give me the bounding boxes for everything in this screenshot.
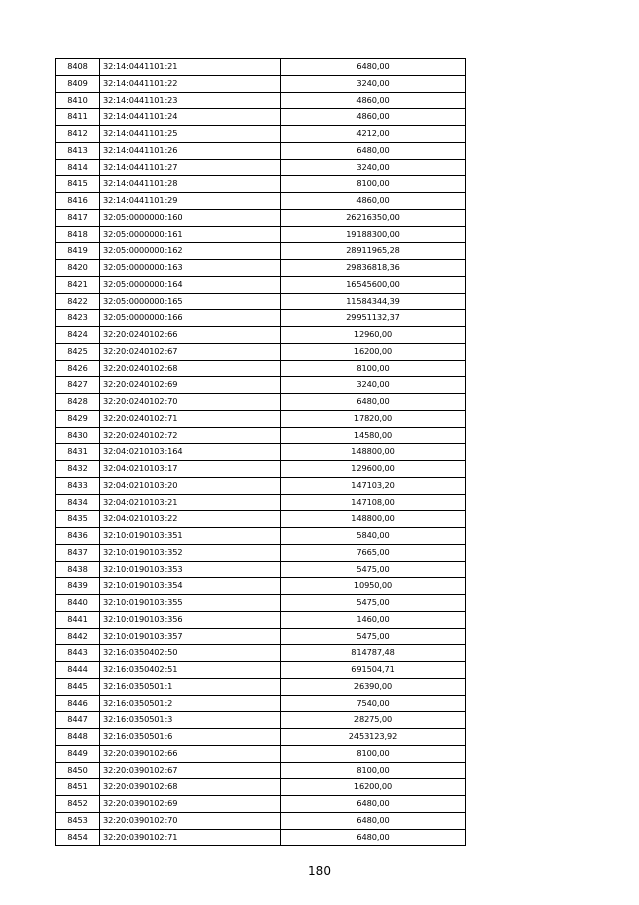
table-row — [56, 260, 466, 277]
cadastral-number-cell: 32:10:0190103:355 — [100, 595, 281, 612]
row-number-cell: 8429 — [56, 410, 100, 427]
value-cell: 4860,00 — [281, 193, 466, 210]
cadastral-number-cell: 32:05:0000000:163 — [100, 260, 281, 277]
row-number-cell: 8421 — [56, 276, 100, 293]
value-cell: 147103,20 — [281, 477, 466, 494]
row-number-cell: 8443 — [56, 645, 100, 662]
table-row — [56, 427, 466, 444]
row-number-cell: 8418 — [56, 226, 100, 243]
value-cell: 4860,00 — [281, 92, 466, 109]
value-cell: 147108,00 — [281, 494, 466, 511]
cadastral-value-table — [55, 58, 466, 846]
cadastral-number-cell: 32:20:0390102:67 — [100, 762, 281, 779]
value-cell: 29951132,37 — [281, 310, 466, 327]
row-number-cell: 8434 — [56, 494, 100, 511]
value-cell: 6480,00 — [281, 394, 466, 411]
value-cell: 3240,00 — [281, 377, 466, 394]
table-row — [56, 444, 466, 461]
row-number-cell: 8428 — [56, 394, 100, 411]
cadastral-number-cell: 32:20:0240102:71 — [100, 410, 281, 427]
table-row — [56, 611, 466, 628]
value-cell: 19188300,00 — [281, 226, 466, 243]
row-number-cell: 8413 — [56, 142, 100, 159]
cadastral-number-cell: 32:20:0240102:66 — [100, 327, 281, 344]
value-cell: 6480,00 — [281, 59, 466, 76]
table-row — [56, 528, 466, 545]
row-number-cell: 8437 — [56, 544, 100, 561]
row-number-cell: 8410 — [56, 92, 100, 109]
row-number-cell: 8446 — [56, 695, 100, 712]
table-row — [56, 662, 466, 679]
value-cell: 17820,00 — [281, 410, 466, 427]
cadastral-number-cell: 32:14:0441101:23 — [100, 92, 281, 109]
row-number-cell: 8409 — [56, 75, 100, 92]
row-number-cell: 8417 — [56, 209, 100, 226]
table-row — [56, 59, 466, 76]
table-row — [56, 75, 466, 92]
table-row — [56, 561, 466, 578]
table-row — [56, 461, 466, 478]
cadastral-number-cell: 32:20:0390102:70 — [100, 812, 281, 829]
table-row — [56, 243, 466, 260]
value-cell: 814787,48 — [281, 645, 466, 662]
table-row — [56, 712, 466, 729]
row-number-cell: 8436 — [56, 528, 100, 545]
table-row — [56, 109, 466, 126]
row-number-cell: 8454 — [56, 829, 100, 846]
table-row — [56, 477, 466, 494]
row-number-cell: 8439 — [56, 578, 100, 595]
row-number-cell: 8450 — [56, 762, 100, 779]
table-row — [56, 226, 466, 243]
value-cell: 12960,00 — [281, 327, 466, 344]
table-row — [56, 142, 466, 159]
row-number-cell: 8438 — [56, 561, 100, 578]
cadastral-number-cell: 32:20:0240102:68 — [100, 360, 281, 377]
row-number-cell: 8433 — [56, 477, 100, 494]
cadastral-number-cell: 32:14:0441101:25 — [100, 126, 281, 143]
value-cell: 5475,00 — [281, 561, 466, 578]
row-number-cell: 8422 — [56, 293, 100, 310]
value-cell: 5840,00 — [281, 528, 466, 545]
cadastral-number-cell: 32:14:0441101:21 — [100, 59, 281, 76]
page-number: 180 — [308, 864, 331, 878]
value-cell: 3240,00 — [281, 159, 466, 176]
value-cell: 2453123,92 — [281, 729, 466, 746]
value-cell: 691504,71 — [281, 662, 466, 679]
row-number-cell: 8416 — [56, 193, 100, 210]
cadastral-number-cell: 32:14:0441101:27 — [100, 159, 281, 176]
table-row — [56, 377, 466, 394]
row-number-cell: 8441 — [56, 611, 100, 628]
cadastral-number-cell: 32:05:0000000:161 — [100, 226, 281, 243]
value-cell: 4212,00 — [281, 126, 466, 143]
table-row — [56, 327, 466, 344]
table-row — [56, 595, 466, 612]
value-cell: 14580,00 — [281, 427, 466, 444]
value-cell: 8100,00 — [281, 360, 466, 377]
value-cell: 28911965,28 — [281, 243, 466, 260]
value-cell: 7665,00 — [281, 544, 466, 561]
cadastral-number-cell: 32:14:0441101:22 — [100, 75, 281, 92]
value-cell: 3240,00 — [281, 75, 466, 92]
table-row — [56, 176, 466, 193]
table-body — [56, 59, 466, 846]
value-cell: 6480,00 — [281, 829, 466, 846]
row-number-cell: 8412 — [56, 126, 100, 143]
table-row — [56, 310, 466, 327]
value-cell: 16200,00 — [281, 779, 466, 796]
table-row — [56, 394, 466, 411]
cadastral-number-cell: 32:20:0390102:66 — [100, 745, 281, 762]
value-cell: 8100,00 — [281, 176, 466, 193]
row-number-cell: 8426 — [56, 360, 100, 377]
cadastral-number-cell: 32:05:0000000:160 — [100, 209, 281, 226]
cadastral-number-cell: 32:16:0350501:3 — [100, 712, 281, 729]
row-number-cell: 8445 — [56, 678, 100, 695]
table-row — [56, 209, 466, 226]
value-cell: 16545600,00 — [281, 276, 466, 293]
table-row — [56, 812, 466, 829]
table-row — [56, 796, 466, 813]
table-row — [56, 628, 466, 645]
row-number-cell: 8419 — [56, 243, 100, 260]
row-number-cell: 8427 — [56, 377, 100, 394]
cadastral-number-cell: 32:05:0000000:164 — [100, 276, 281, 293]
cadastral-number-cell: 32:04:0210103:17 — [100, 461, 281, 478]
cadastral-number-cell: 32:10:0190103:352 — [100, 544, 281, 561]
table-row — [56, 511, 466, 528]
table-row — [56, 762, 466, 779]
value-cell: 5475,00 — [281, 628, 466, 645]
row-number-cell: 8415 — [56, 176, 100, 193]
cadastral-number-cell: 32:20:0240102:69 — [100, 377, 281, 394]
cadastral-number-cell: 32:04:0210103:21 — [100, 494, 281, 511]
value-cell: 16200,00 — [281, 343, 466, 360]
cadastral-number-cell: 32:04:0210103:164 — [100, 444, 281, 461]
value-cell: 148800,00 — [281, 511, 466, 528]
value-cell: 129600,00 — [281, 461, 466, 478]
cadastral-number-cell: 32:20:0240102:70 — [100, 394, 281, 411]
row-number-cell: 8447 — [56, 712, 100, 729]
cadastral-number-cell: 32:14:0441101:28 — [100, 176, 281, 193]
row-number-cell: 8431 — [56, 444, 100, 461]
value-cell: 26216350,00 — [281, 209, 466, 226]
table-row — [56, 410, 466, 427]
value-cell: 29836818,36 — [281, 260, 466, 277]
cadastral-number-cell: 32:14:0441101:24 — [100, 109, 281, 126]
cadastral-number-cell: 32:16:0350402:51 — [100, 662, 281, 679]
row-number-cell: 8414 — [56, 159, 100, 176]
table-row — [56, 578, 466, 595]
value-cell: 6480,00 — [281, 812, 466, 829]
table-row — [56, 645, 466, 662]
row-number-cell: 8442 — [56, 628, 100, 645]
table-row — [56, 745, 466, 762]
table-row — [56, 678, 466, 695]
table-row — [56, 159, 466, 176]
row-number-cell: 8444 — [56, 662, 100, 679]
cadastral-number-cell: 32:16:0350501:6 — [100, 729, 281, 746]
table-row — [56, 494, 466, 511]
table-row — [56, 193, 466, 210]
table-row — [56, 276, 466, 293]
table-row — [56, 293, 466, 310]
table-row — [56, 343, 466, 360]
value-cell: 1460,00 — [281, 611, 466, 628]
value-cell: 8100,00 — [281, 745, 466, 762]
row-number-cell: 8452 — [56, 796, 100, 813]
cadastral-number-cell: 32:20:0240102:67 — [100, 343, 281, 360]
cadastral-number-cell: 32:05:0000000:166 — [100, 310, 281, 327]
cadastral-number-cell: 32:04:0210103:22 — [100, 511, 281, 528]
cadastral-number-cell: 32:14:0441101:29 — [100, 193, 281, 210]
cadastral-number-cell: 32:20:0390102:69 — [100, 796, 281, 813]
value-cell: 28275,00 — [281, 712, 466, 729]
cadastral-number-cell: 32:20:0390102:71 — [100, 829, 281, 846]
cadastral-number-cell: 32:10:0190103:351 — [100, 528, 281, 545]
row-number-cell: 8424 — [56, 327, 100, 344]
cadastral-number-cell: 32:16:0350501:1 — [100, 678, 281, 695]
table-row — [56, 779, 466, 796]
table-row — [56, 544, 466, 561]
table-row — [56, 360, 466, 377]
row-number-cell: 8453 — [56, 812, 100, 829]
row-number-cell: 8420 — [56, 260, 100, 277]
row-number-cell: 8448 — [56, 729, 100, 746]
cadastral-number-cell: 32:10:0190103:353 — [100, 561, 281, 578]
table-row — [56, 695, 466, 712]
value-cell: 11584344,39 — [281, 293, 466, 310]
table-row — [56, 829, 466, 846]
table-row — [56, 729, 466, 746]
value-cell: 6480,00 — [281, 142, 466, 159]
cadastral-number-cell: 32:10:0190103:354 — [100, 578, 281, 595]
value-cell: 148800,00 — [281, 444, 466, 461]
value-cell: 7540,00 — [281, 695, 466, 712]
value-cell: 8100,00 — [281, 762, 466, 779]
row-number-cell: 8435 — [56, 511, 100, 528]
cadastral-number-cell: 32:20:0240102:72 — [100, 427, 281, 444]
cadastral-number-cell: 32:04:0210103:20 — [100, 477, 281, 494]
cadastral-number-cell: 32:14:0441101:26 — [100, 142, 281, 159]
row-number-cell: 8440 — [56, 595, 100, 612]
row-number-cell: 8411 — [56, 109, 100, 126]
cadastral-number-cell: 32:05:0000000:165 — [100, 293, 281, 310]
cadastral-number-cell: 32:20:0390102:68 — [100, 779, 281, 796]
table-row — [56, 92, 466, 109]
row-number-cell: 8425 — [56, 343, 100, 360]
cadastral-number-cell: 32:16:0350501:2 — [100, 695, 281, 712]
cadastral-number-cell: 32:16:0350402:50 — [100, 645, 281, 662]
value-cell: 5475,00 — [281, 595, 466, 612]
row-number-cell: 8430 — [56, 427, 100, 444]
cadastral-number-cell: 32:05:0000000:162 — [100, 243, 281, 260]
row-number-cell: 8451 — [56, 779, 100, 796]
row-number-cell: 8449 — [56, 745, 100, 762]
row-number-cell: 8423 — [56, 310, 100, 327]
cadastral-number-cell: 32:10:0190103:356 — [100, 611, 281, 628]
row-number-cell: 8432 — [56, 461, 100, 478]
table-row — [56, 126, 466, 143]
value-cell: 10950,00 — [281, 578, 466, 595]
value-cell: 6480,00 — [281, 796, 466, 813]
value-cell: 26390,00 — [281, 678, 466, 695]
row-number-cell: 8408 — [56, 59, 100, 76]
cadastral-number-cell: 32:10:0190103:357 — [100, 628, 281, 645]
value-cell: 4860,00 — [281, 109, 466, 126]
